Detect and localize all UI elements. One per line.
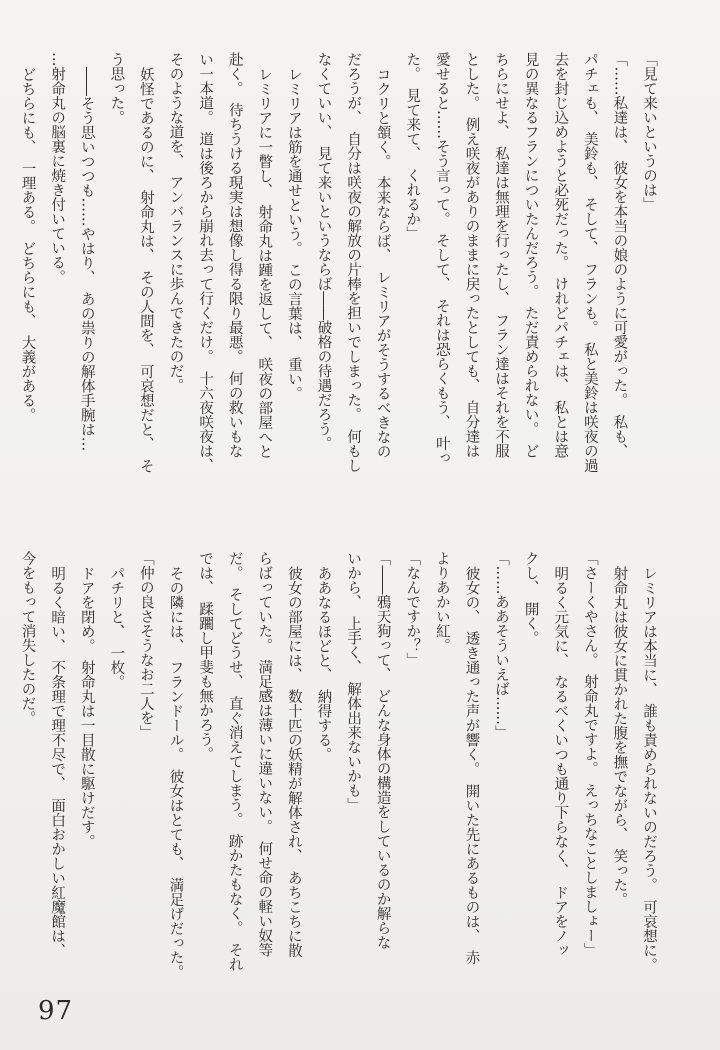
text-line: 赴く。 待ちうける現実は想像し得る限り最悪。 何の救いもな <box>226 52 243 458</box>
text-line: パチェも、 美鈴も、 そして、 フランも。 私と美鈴は咲夜の過 <box>581 52 598 473</box>
text-line: 「見て来いというのは」 <box>641 52 657 212</box>
text-line: レミリアは筋を通せという。 この言葉は、 重い。 <box>285 66 302 400</box>
text-line: では、 蹂躙し甲斐も無かろう。 <box>197 551 214 762</box>
text-line: 見の異なるフランについたんだろう。 ただ責められない。 ど <box>522 52 539 458</box>
text-line: 「なんですか？」 <box>404 551 421 667</box>
text-line: ちらにせよ、 私達は無理を行ったし、 フラン達はそれを不服 <box>493 52 510 458</box>
text-line: 去を封じ込めようと必死だった。 けれどパチェは、 私とは意 <box>552 52 569 458</box>
text-line: …射命丸の脳裏に焼き付いている。 <box>49 52 66 284</box>
text-line: らばっていた。 満足感は薄いに違いない。 何せ命の軽い奴等 <box>256 551 273 957</box>
text-line: う思った。 <box>108 52 125 125</box>
text-line: 「……ああそういえば……」 <box>493 551 510 740</box>
text-line: だろうが、 自分は咲夜の解放の片棒を担いでしまった。 何もし <box>345 52 362 473</box>
text-line: いから、 上手く、 解体出来ないかも」 <box>345 551 362 812</box>
bottom-text-block <box>12 551 663 1009</box>
text-line: 妖怪であるのに、 射命丸は、 その人間を、 可哀想だと、 そ <box>137 66 154 473</box>
page-number: 97 <box>38 996 74 1026</box>
text-line: 彼女の部屋には、 数十匹の妖精が解体され、 あちこちに散 <box>285 565 302 957</box>
text-line: レミリアに一瞥し、 射命丸は踵を返して、 咲夜の部屋へと <box>256 66 273 458</box>
text-line: ――そう思いつつも……やはり、 あの祟りの解体手腕は… <box>78 66 95 451</box>
text-line: 射命丸は彼女に貫かれた腹を撫でながら、 笑った。 <box>611 565 628 907</box>
text-line: 「……私達は、 彼女を本当の娘のように可愛がった。 私も、 <box>611 52 628 458</box>
text-line: その隣には、 フランドール。 彼女はとても、 満足げだった。 <box>167 565 184 979</box>
text-line: 愛せると……そう言って。 そして、 それは恐らくもう、 叶っ <box>433 52 450 466</box>
text-line: 「――鴉天狗って、 どんな身体の構造をしているのか解らな <box>374 551 391 950</box>
text-line: とした。 例え咲夜がありのままに戻ったとしても、 自分達は <box>463 52 480 458</box>
text-line: た。 見て来て、 くれるか」 <box>404 52 421 241</box>
text-line: い一本道。 道は後ろから崩れ去って行くだけ。 十六夜咲夜は、 <box>197 52 214 473</box>
text-line: 彼女の、 透き通った声が響く。 開いた先にあるものは、 赤 <box>463 565 480 965</box>
text-line: どちらにも、 一理ある。 どちらにも、 大義がある。 <box>19 66 36 422</box>
text-line: 今をもって消失したのだ。 <box>19 551 36 725</box>
text-line: パチリと、 一枚。 <box>108 565 125 689</box>
text-line: だ。 そしてどうせ、 直ぐ消えてしまう。 跡かたもなく。 それ <box>226 551 243 972</box>
text-line: コクリと頷く。 本来ならば、 レミリアがそうするべきなの <box>374 66 391 458</box>
text-line: 「さーくやさん。 射命丸ですよ。 えっちなことしましょー」 <box>581 551 598 957</box>
text-line: レミリアは本当に、 誰も責められないのだろう。 可哀想に。 <box>641 565 657 972</box>
text-line: 明るく元気に、 なるべくいつも通り下らなく、 ドアをノッ <box>552 565 569 957</box>
text-line: ああなるほどと、 納得する。 <box>315 565 332 762</box>
text-line: クし、 開く。 <box>522 551 539 646</box>
text-line: そのような道を、 アンバランスに歩んできたのだ。 <box>167 52 184 393</box>
text-line: ドアを閉め。 射命丸は一目散に駆けだす。 <box>78 565 95 849</box>
text-line: なくていい、 見て来いというならば――破格の待遇だろう。 <box>315 52 332 451</box>
text-line: よりあかい紅。 <box>433 551 450 653</box>
top-text-block <box>12 52 663 510</box>
text-line: 明るく暗い、 不条理で理不尽で、 面白おかしい紅魔館は、 <box>49 565 66 957</box>
text-line: 「仲の良さそうなお二人を」 <box>137 551 154 740</box>
